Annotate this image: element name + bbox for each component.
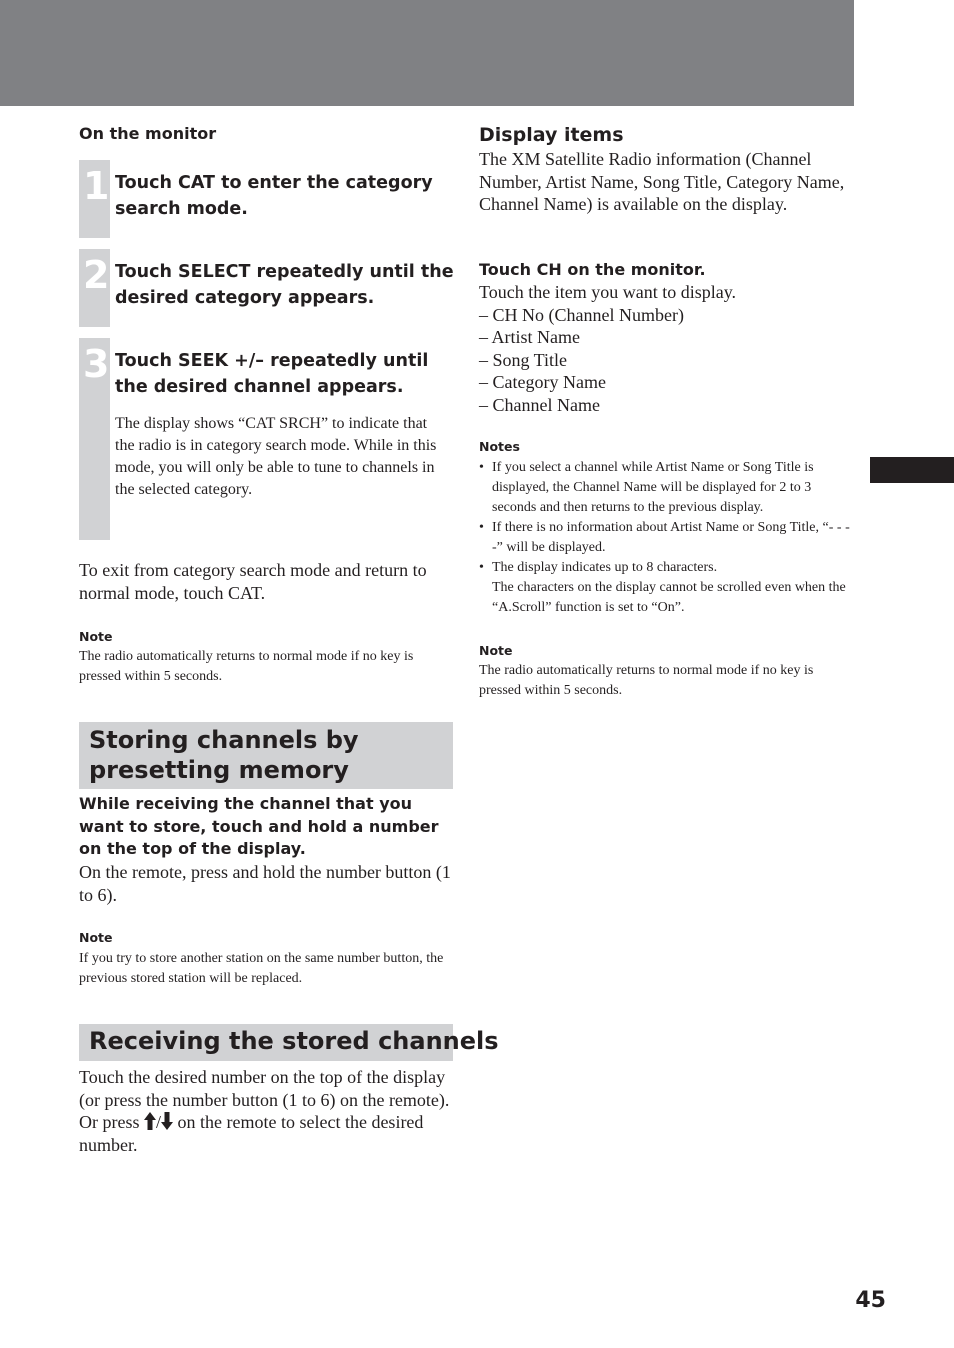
note-1-label: Note	[79, 629, 113, 644]
step-1-title: Touch CAT to enter the category search mode.	[115, 173, 433, 219]
down-arrow-icon	[161, 1112, 173, 1130]
up-arrow-icon	[144, 1112, 156, 1130]
storing-remote-text: On the remote, press and hold the number button (1 to 6).	[79, 862, 451, 905]
header-band	[0, 0, 854, 106]
note-3-label: Note	[479, 643, 513, 658]
note-bullet: • If you select a channel while Artist Name or Song Title is displayed, the Channel Name will be displayed for 2 to 3 seconds and then returns to the previous display.	[479, 458, 855, 518]
receiving-text	[79, 1066, 451, 1156]
on-the-monitor-label: On the monitor	[79, 124, 217, 143]
note-2-text: If you try to store another station on the same number button, the previous stored station will be replaced.	[79, 951, 444, 986]
receiving-slash: /	[156, 1112, 162, 1132]
note-bullet: • The display indicates up to 8 characters.	[479, 558, 855, 578]
note-2-label: Note	[79, 930, 113, 945]
storing-heading-box	[79, 722, 453, 789]
receiving-heading: Receiving the stored channels	[89, 1027, 499, 1055]
notes-list	[479, 458, 855, 618]
receiving-text-b: on the remote to select the desired number.	[79, 1112, 424, 1155]
section-tab	[870, 457, 954, 483]
touch-item-text: Touch the item you want to display.	[479, 282, 737, 302]
list-item: – Channel Name	[479, 394, 600, 415]
receiving-heading-box	[79, 1024, 499, 1061]
step-2-number: 2	[83, 253, 110, 297]
page-number: 45	[855, 1288, 886, 1313]
display-items-heading: Display items	[479, 124, 624, 146]
step-3-title: Touch SEEK +/– repeatedly until the desired channel appears.	[115, 351, 429, 397]
display-item-list	[479, 281, 857, 416]
step-3-body: The display shows “CAT SRCH” to indicate that the radio is in category search mode. While in this mode, you will only be able to tune to channels in the selected category.	[115, 415, 437, 498]
list-item: – Artist Name	[479, 327, 580, 347]
exit-instructions: To exit from category search mode and return to normal mode, touch CAT.	[79, 560, 427, 603]
step-2-title: Touch SELECT repeatedly until the desired category appears.	[115, 262, 454, 308]
note-3-text: The radio automatically returns to normal mode if no key is pressed within 5 seconds.	[479, 663, 814, 698]
notes-label: Notes	[479, 439, 520, 454]
list-item: – CH No (Channel Number)	[479, 304, 684, 325]
storing-instruction: While receiving the channel that you want to store, touch and hold a number on the top of the display.	[79, 794, 439, 858]
step-3-number: 3	[83, 342, 110, 386]
display-items-text: The XM Satellite Radio information (Channel Number, Artist Name, Song Title, Category Name, Channel Name) is available on the display.	[479, 149, 845, 214]
note-1-text: The radio automatically returns to normal mode if no key is pressed within 5 seconds.	[79, 649, 414, 684]
touch-ch-instruction: Touch CH on the monitor.	[479, 260, 706, 279]
storing-heading: Storing channels by presetting memory	[89, 726, 359, 784]
list-item: – Song Title	[479, 349, 568, 370]
note-bullet-continuation: The characters on the display cannot be scrolled even when the “A.Scroll” function is set to “On”.	[492, 580, 846, 615]
list-item: – Category Name	[479, 372, 606, 392]
note-bullet: • If there is no information about Artist Name or Song Title, “- - - -” will be displayed.	[479, 518, 855, 558]
step-1-number: 1	[83, 164, 110, 208]
receiving-text-a: Touch the desired number on the top of the display (or press the number button (1 to 6) on the remote). Or press	[79, 1067, 450, 1132]
